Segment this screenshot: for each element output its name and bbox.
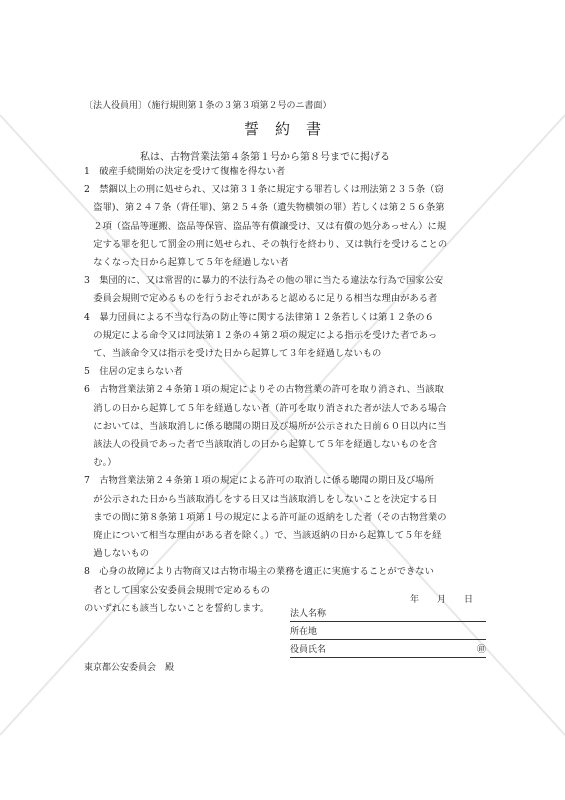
body-line: 廃止について相当な理由がある者を除く。）で、当該返納の日から起算して５年を経 bbox=[84, 530, 442, 541]
addressee: 東京都公安委員会 殿 bbox=[84, 663, 175, 673]
date-field: 年 月 日 bbox=[410, 595, 474, 605]
officer-name-label: 役員氏名 bbox=[290, 645, 327, 655]
body-line: 該法人の役員であった者で当該取消しの日から起算して５年を経過しないものを含 bbox=[84, 439, 438, 450]
body-line: 3 集団的に、又は常習的に暴力的不法行為その他の罪に当たる違法な行為で国家公安 bbox=[84, 275, 444, 287]
body-line: 者として国家公安委員会規則で定めるもの bbox=[84, 584, 270, 596]
body-line: 8 心身の故障により古物商又は古物市場主の業務を適正に実施することができない bbox=[84, 566, 434, 578]
body-line: 2 禁錮以上の刑に処せられ、又は第３１条に規定する罪若しくは刑法第２３５条（窃 bbox=[84, 184, 444, 196]
body-line: 消しの日から起算して５年を経過しない者（許可を取り消された者が法人である場合 bbox=[84, 402, 447, 414]
body-line: て、当該命令又は指示を受けた日から起算して３年を経過しないもの bbox=[84, 348, 382, 359]
seal-mark: ㊞ bbox=[476, 645, 486, 655]
body-line: む。） bbox=[84, 457, 117, 469]
body-line: 7 古物営業法第２４条第１項の規定による許可の取消しに係る聴聞の期日及び場所 bbox=[84, 475, 434, 487]
address-label: 所在地 bbox=[290, 627, 318, 637]
body-line: までの間に第８条第１項第１号の規定による許可証の返納をした者（その古物営業の bbox=[84, 511, 447, 523]
body-line: 5 住居の定まらない者 bbox=[84, 366, 183, 378]
body-line: 1 破産手続開始の決定を受けて復権を得ない者 bbox=[84, 166, 286, 177]
officer-name-field bbox=[290, 644, 486, 658]
body-line: なくなった日から起算して５年を経過しない者 bbox=[84, 257, 289, 268]
body-line: のいずれにも該当しないことを誓約します。 bbox=[84, 602, 270, 614]
intro-text: 私は、古物営業法第４条第１号から第８号までに掲げる bbox=[140, 152, 390, 163]
body-line: においては、当該取消しに係る聴聞の期日及び場所が公示された日前６０日以内に当 bbox=[84, 420, 447, 432]
corp-name-field bbox=[290, 608, 486, 622]
body-line: 過しないもの bbox=[84, 548, 150, 560]
body-line: 4 暴力団員による不当な行為の防止等に関する法律第１２条若しくは第１２条の６ bbox=[84, 311, 434, 323]
header-note: 〔法人役員用〕（施行規則第１条の３第３項第２号のニ書面） bbox=[84, 101, 332, 111]
corp-name-label: 法人名称 bbox=[290, 609, 327, 619]
body-line: の規定による命令又は同法第１２条の４第２項の規定による指示を受けた者であっ bbox=[84, 329, 438, 341]
body-line: 定する罪を犯して罰金の刑に処せられ、その執行を終わり、又は執行を受けることの bbox=[84, 238, 448, 250]
body-line: ２項（盗品等運搬、盗品等保管、盗品等有償譲受け、又は有償の処分あっせん）に規 bbox=[84, 220, 447, 232]
address-field bbox=[290, 626, 486, 640]
body-line: 委員会規則で定めるものを行うおそれがあると認めるに足りる相当な理由がある者 bbox=[84, 293, 438, 305]
body-line: が公示された日から当該取消しをする日又は当該取消しをしないことを決定する日 bbox=[84, 493, 438, 505]
body-line: 6 古物営業法第２４条第１項の規定によりその古物営業の許可を取り消され、当該取 bbox=[84, 384, 444, 396]
body-line: 盗罪)、第２４７条（背任罪)、第２５４条（遺失物横領の罪）若しくは第２５６条第 bbox=[84, 202, 445, 214]
page-title: 誓約書 bbox=[243, 120, 337, 138]
